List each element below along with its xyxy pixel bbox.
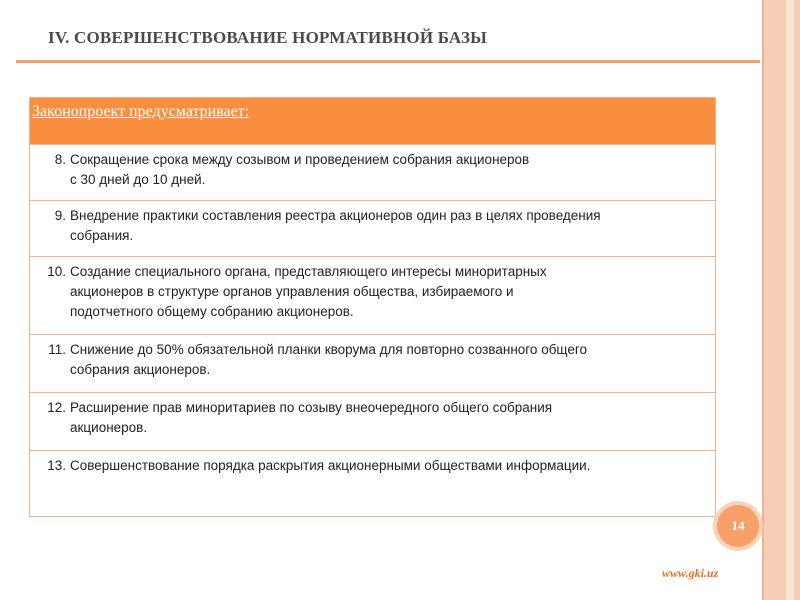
row-number: 11.: [48, 342, 66, 357]
table-row: [30, 200, 715, 256]
row-text-line: акционеров в структуре органов управления общества, избираемого и: [70, 284, 514, 299]
row-text-line: Создание специального органа, представляющего интересы миноритарных: [70, 264, 547, 279]
row-text: [70, 335, 715, 392]
table-row: [30, 334, 715, 392]
decorative-right-stripe: [764, 0, 800, 600]
bill-provisions-table: [29, 97, 716, 517]
title-divider: [16, 60, 760, 63]
row-text-line: подотчетного общему собранию акционеров.: [70, 304, 354, 319]
row-text: [70, 393, 715, 450]
row-text-line: Внедрение практики составления реестра акционеров один раз в целях проведения: [70, 208, 601, 223]
row-text: [70, 145, 715, 200]
row-number: 8.: [54, 152, 66, 167]
table-header: Законопроект предусматривает:: [30, 98, 715, 144]
page-number-badge: 14: [717, 505, 759, 547]
decorative-stripe-line: [762, 0, 764, 600]
row-number: 10.: [47, 264, 66, 279]
row-text-line: Снижение до 50% обязательной планки кворума для повторно созванного общего: [70, 342, 588, 357]
table-row: [30, 392, 715, 450]
row-text-line: Расширение прав миноритариев по созыву внеочередного общего собрания: [70, 400, 553, 415]
row-text-line: Совершенствование порядка раскрытия акционерными обществами информации.: [70, 458, 591, 473]
row-number: 13.: [47, 458, 66, 473]
row-number: 9.: [54, 208, 66, 223]
row-text: [70, 257, 715, 334]
row-text-line: акционеров.: [70, 420, 148, 435]
table-row: [30, 256, 715, 334]
decorative-stripe-inner: [786, 0, 794, 600]
website-link[interactable]: www.gki.uz: [662, 566, 719, 580]
table-row: [30, 450, 715, 516]
row-text-line: собрания акционеров.: [70, 362, 211, 377]
table-row: [30, 144, 715, 200]
row-text: [70, 451, 715, 516]
slide-title: IV. СОВЕРШЕНСТВОВАНИЕ НОРМАТИВНОЙ БАЗЫ: [48, 28, 488, 47]
row-text-line: с 30 дней до 10 дней.: [70, 172, 206, 187]
row-text-line: собрания.: [70, 228, 134, 243]
row-number: 12.: [47, 400, 66, 415]
row-text-line: Сокращение срока между созывом и проведением собрания акционеров: [70, 152, 530, 167]
row-text: [70, 201, 715, 256]
